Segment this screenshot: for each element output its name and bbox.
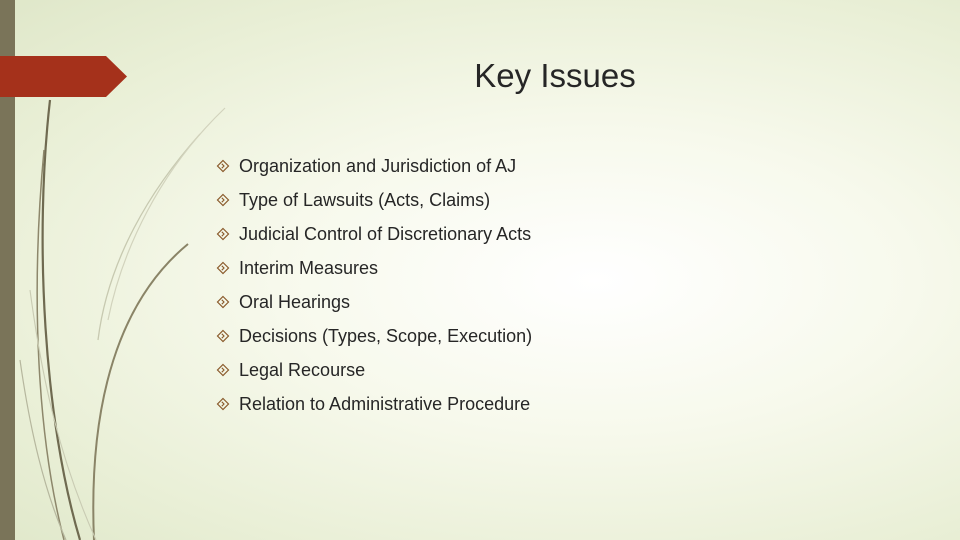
bullet-item: [216, 149, 532, 183]
bullet-item: [216, 353, 532, 387]
bullet-item: [216, 217, 532, 251]
bullet-text: Legal Recourse: [239, 359, 366, 380]
bullet-text: Relation to Administrative Procedure: [239, 393, 531, 414]
bullet-text: Type of Lawsuits (Acts, Claims): [239, 189, 491, 210]
bullet-item: [216, 251, 532, 285]
bullet-text: Interim Measures: [239, 257, 379, 278]
bullet-item: [216, 183, 532, 217]
bullet-text: Judicial Control of Discretionary Acts: [239, 223, 532, 244]
accent-arrow-shape: [0, 56, 127, 97]
diamond-arrow-icon: [216, 329, 230, 343]
diamond-arrow-icon: [216, 397, 230, 411]
bullet-item: [216, 285, 532, 319]
diamond-arrow-icon: [216, 261, 230, 275]
diamond-arrow-icon: [216, 159, 230, 173]
bullet-text: Oral Hearings: [239, 291, 351, 312]
diamond-arrow-icon: [216, 227, 230, 241]
slide-title: Key Issues: [474, 57, 636, 94]
diamond-arrow-icon: [216, 295, 230, 309]
bullet-text: Organization and Jurisdiction of AJ: [239, 155, 517, 176]
bullet-item: [216, 387, 532, 421]
diamond-arrow-icon: [216, 363, 230, 377]
bullet-item: [216, 319, 532, 353]
bullet-list: [216, 149, 532, 421]
bullet-text: Decisions (Types, Scope, Execution): [239, 325, 533, 346]
diamond-arrow-icon: [216, 193, 230, 207]
